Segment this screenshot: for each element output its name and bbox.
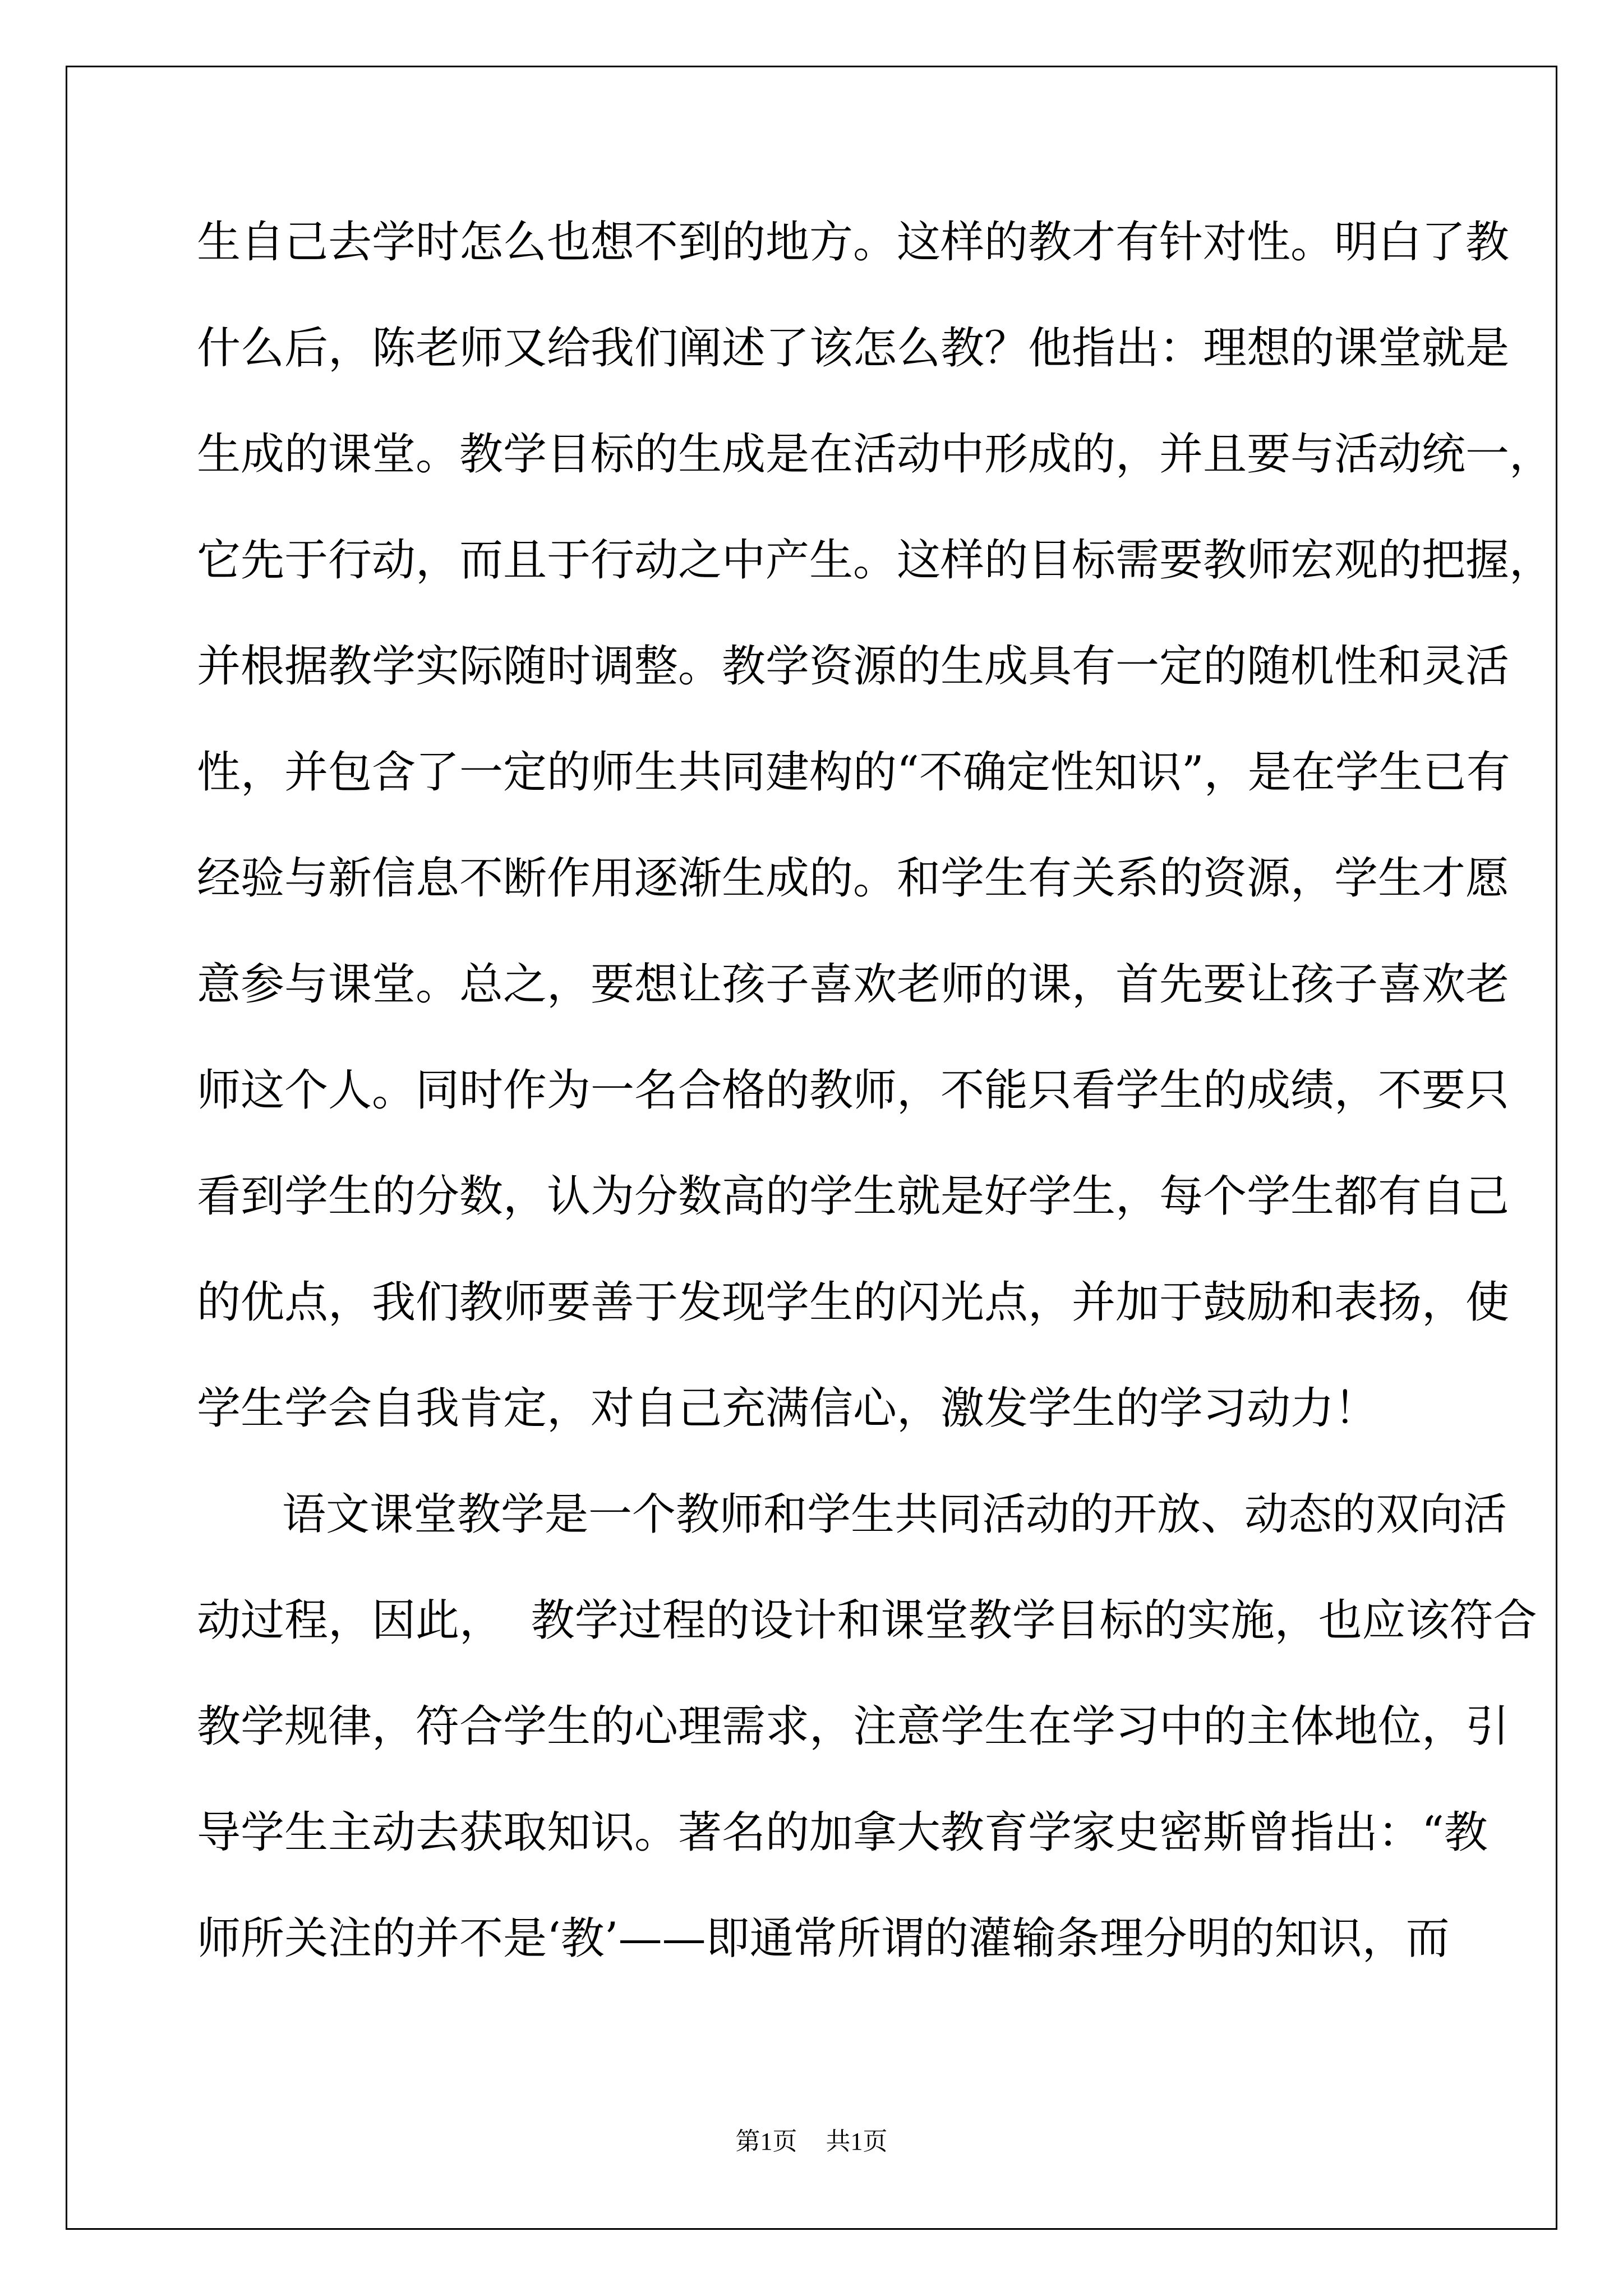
page-number: 第1页 <box>735 2128 797 2155</box>
text-line: 导学生主动去获取知识。著名的加拿大教育学家史密斯曾指出：“教 <box>197 1807 1488 1858</box>
text-line: 看到学生的分数，认为分数高的学生就是好学生，每个学生都有自己 <box>197 1171 1510 1222</box>
text-line: 学生学会自我肯定，对自己充满信心，激发学生的学习动力！ <box>197 1383 1378 1434</box>
text-line: 经验与新信息不断作用逐渐生成的。和学生有关系的资源，学生才愿 <box>197 853 1510 904</box>
text-line: 生成的课堂。教学目标的生成是在活动中形成的，并且要与活动统一， <box>197 429 1553 480</box>
text-line: 意参与课堂。总之，要想让孩子喜欢老师的课，首先要让孩子喜欢老 <box>197 959 1510 1010</box>
page-total: 共1页 <box>826 2128 888 2155</box>
page-footer <box>0 2121 1623 2157</box>
text-line: 师这个人。同时作为一名合格的教师，不能只看学生的成绩，不要只 <box>197 1065 1510 1116</box>
text-line: 动过程，因此， 教学过程的设计和课堂教学目标的实施，也应该符合 <box>197 1595 1537 1646</box>
text-line: 什么后，陈老师又给我们阐述了该怎么教？他指出：理想的课堂就是 <box>197 323 1510 374</box>
text-line: 的优点，我们教师要善于发现学生的闪光点，并加于鼓励和表扬，使 <box>197 1277 1510 1328</box>
text-line: 并根据教学实际随时调整。教学资源的生成具有一定的随机性和灵活 <box>197 641 1510 692</box>
text-line: 它先于行动，而且于行动之中产生。这样的目标需要教师宏观的把握， <box>197 535 1553 586</box>
document-body <box>197 211 1553 2013</box>
paragraph-start-line: 语文课堂教学是一个教师和学生共同活动的开放、动态的双向活 <box>282 1489 1507 1540</box>
text-line: 性，并包含了一定的师生共同建构的“不确定性知识”，是在学生已有 <box>197 747 1510 798</box>
text-line: 生自己去学时怎么也想不到的地方。这样的教才有针对性。明白了教 <box>197 217 1510 268</box>
text-line: 师所关注的并不是‘教’——即通常所谓的灌输条理分明的知识，而 <box>197 1913 1450 1964</box>
text-line: 教学规律，符合学生的心理需求，注意学生在学习中的主体地位，引 <box>197 1701 1510 1752</box>
